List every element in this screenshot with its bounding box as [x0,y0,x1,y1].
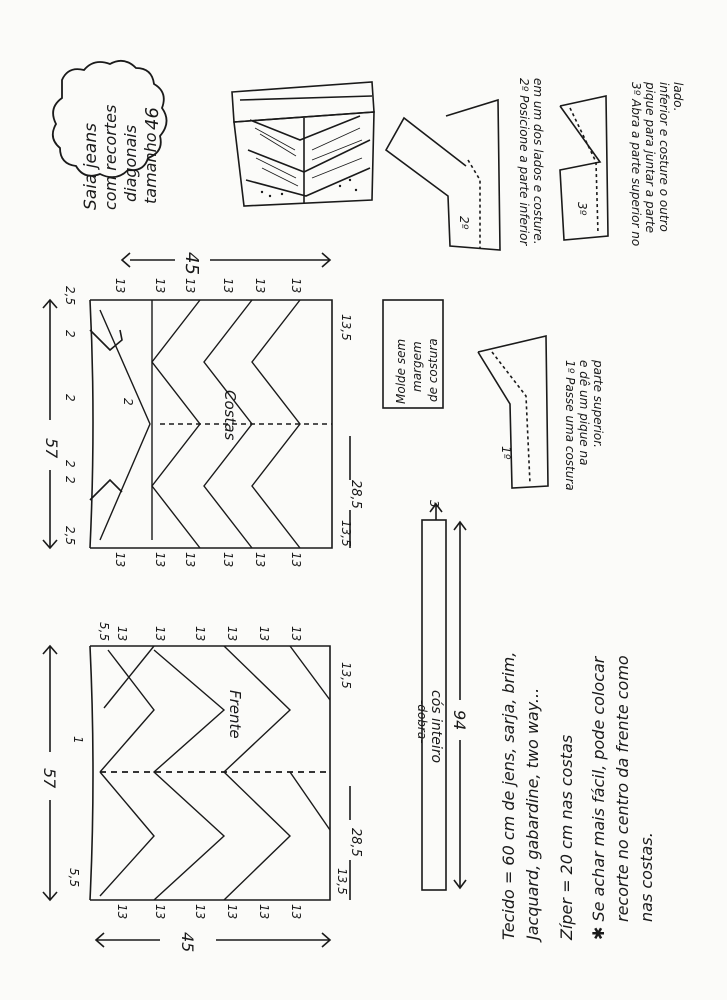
back-band-value-bottom: 13 [113,552,127,568]
front-band-values-top [115,626,303,641]
note-fabric2: Jacquard, gabardine, two way... [523,687,542,940]
front-band-values-bottom [115,904,303,919]
back-band-value-top: 13 [289,278,303,294]
front-band-value-bottom: 13 [225,904,239,920]
front-width: 57 [40,768,59,789]
back-dart-value: 2,5 [63,526,77,546]
note-tip3: nas costas. [637,832,656,922]
back-band-value-top: 13 [113,278,127,294]
back-label: Costas [221,390,239,441]
front-center-value: 1 [71,736,85,744]
front-lower-half: 28,5 [348,828,363,857]
back-band-values-bottom [113,552,303,567]
back-piece [42,278,363,567]
back-band-value-bottom: 13 [221,552,235,568]
waistband-height: 3 [427,500,441,508]
front-band-value-top: 13 [257,626,271,642]
front-bottom-offset: 5,5 [67,868,81,888]
front-band-value-bottom: 13 [193,904,207,920]
title-line1: Saia jeans [81,123,101,210]
title-size: 46 [142,107,163,130]
back-dart-value: 2 [63,460,77,468]
step3-line2: pique para juntar a parte [643,82,657,233]
step1-line3: parte superior. [591,360,605,448]
front-band-value-top: 13 [115,626,129,642]
notes [499,652,656,943]
back-band-value-top: 13 [183,278,197,294]
front-label: Frente [226,690,244,739]
step3-line1: 3º Abra a parte superior no [629,82,643,247]
back-dart-values [63,286,77,545]
front-ext-top: 13,5 [339,662,353,689]
back-dart-value: 2 [63,476,77,484]
note-line2: margem [410,341,424,392]
step3-line4: lado. [671,82,685,112]
note-tip1: ✱ Se achar mais fácil, pode colocar [589,656,608,940]
title-line3: diagonais [121,124,140,202]
step2-number: 2º [457,216,471,230]
step-3 [560,81,685,246]
back-band-value-bottom: 13 [253,552,267,568]
front-band-value-bottom: 13 [115,904,129,920]
back-band-values-top [113,278,303,293]
back-ext-top: 13,5 [339,314,353,341]
back-ext-bottom: 13,5 [339,520,353,547]
front-band-value-top: 13 [289,626,303,642]
waistband [415,500,469,890]
waistband-fold: -dobra- [415,700,429,744]
waistband-name: cós inteiro [428,690,444,764]
note-fabric: Tecido = 60 cm de jens, sarja, brim, [499,651,518,940]
title-line2: com recortes [101,104,120,210]
note-line3: de costura [426,338,440,402]
front-piece [40,622,363,952]
note-tip2: recorte no centro da frente como [613,655,632,922]
back-band-value-bottom: 13 [153,552,167,568]
back-dart-value: 2 [63,330,77,338]
back-dart-value: 2 [63,394,77,402]
back-dart-value: 2,5 [63,286,77,306]
back-band-value-top: 13 [221,278,235,294]
back-band-value-top: 13 [153,278,167,294]
front-band-value-top: 13 [225,626,239,642]
step1-line2: e dê um pique na [577,360,591,466]
step3-number: 3º [575,202,589,216]
back-band-value-bottom: 13 [289,552,303,568]
step2-line1: 2º Posicione a parte inferior [517,78,531,246]
step-2 [386,78,545,250]
front-band-value-bottom: 13 [153,904,167,920]
front-top-offset: 5,5 [97,622,111,642]
front-height: 45 [178,932,197,953]
step1-line1: 1º Passe uma costura [563,360,577,491]
title-box [53,61,167,210]
step1-number: 1º [499,446,513,460]
back-lower-half: 28,5 [348,480,363,509]
back-band-value-top: 13 [253,278,267,294]
top-dimension [122,252,330,275]
skirt-illustration [232,82,374,206]
note-zipper: Zíper = 20 cm nas costas [557,734,576,940]
title-line4: tamanho [141,132,160,204]
step3-line3: inferior e costure o outro [657,82,671,232]
note-line1: Molde sem [394,338,408,404]
back-center-value: 2 [121,398,135,406]
step2-line2: em um dos lados e costure. [531,78,545,245]
waistband-length: 94 [450,710,469,731]
front-band-value-bottom: 13 [257,904,271,920]
front-band-value-top: 13 [153,626,167,642]
back-band-value-bottom: 13 [183,552,197,568]
back-width: 57 [42,438,61,459]
front-band-value-bottom: 13 [289,904,303,920]
step-1 [478,336,605,491]
top-dimension-label: 45 [181,252,202,275]
pattern-note [383,300,443,408]
front-ext-bottom: 13,5 [335,868,349,895]
front-band-value-top: 13 [193,626,207,642]
